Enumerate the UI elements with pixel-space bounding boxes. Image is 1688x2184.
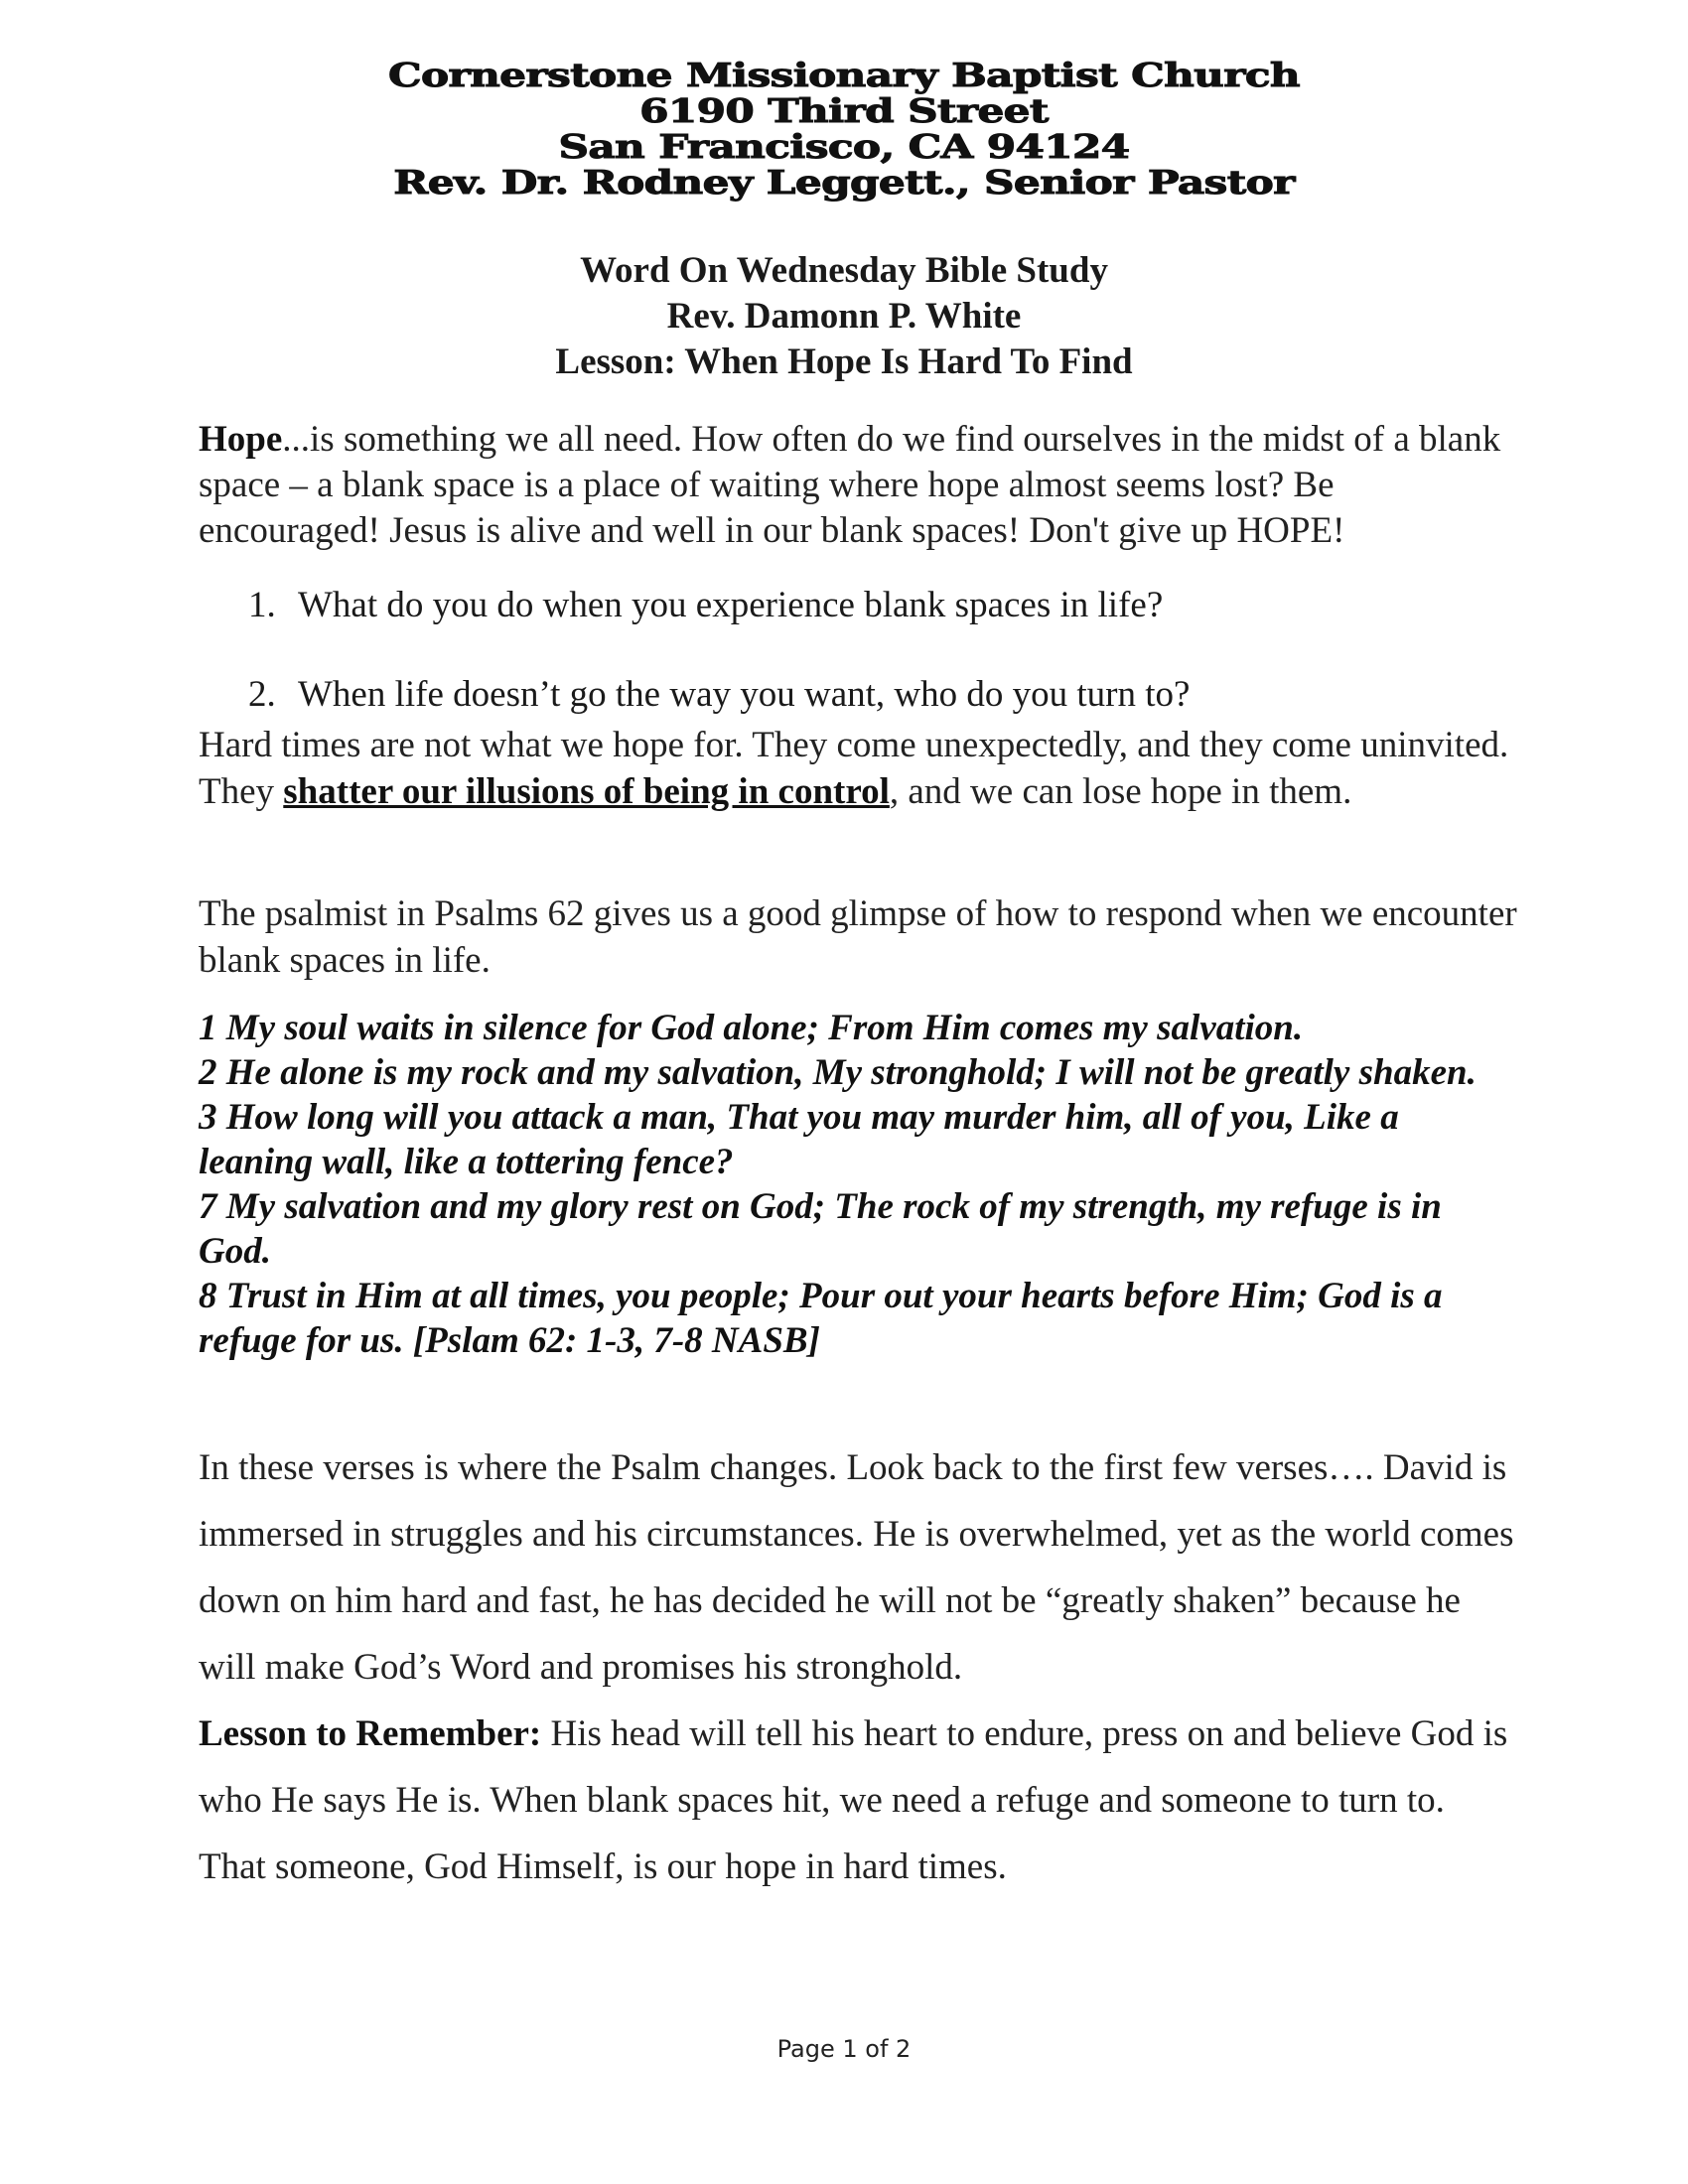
lesson-text: His head will tell his heart to endure, press on and believe God is who He says He is. When blank spaces hit, we need a refuge and someone to turn to. That someone, God Himself, is our hope in hard times.: [199, 1713, 1508, 1887]
intro-text: ...is something we all need. How often do we find ourselves in the midst of a blank space – a blank space is a place of waiting where hope almost seems lost? Be encouraged! Jesus is alive and well in our blank spaces! Don't give up HOPE!: [199, 419, 1501, 551]
lesson-label: Lesson to Remember:: [199, 1713, 542, 1754]
lesson-to-remember: [199, 1701, 1519, 1900]
hard-times-paragraph: [199, 722, 1519, 815]
study-header: [0, 248, 1688, 385]
question-number: 2.: [248, 674, 276, 715]
psalmist-paragraph: The psalmist in Psalms 62 gives us a good glimpse of how to respond when we encounter blank spaces in life.: [199, 893, 1517, 981]
intro-paragraph: [199, 417, 1519, 554]
senior-pastor: Rev. Dr. Rodney Leggett., Senior Pastor: [393, 163, 1295, 202]
question-text: What do you do when you experience blank spaces in life?: [298, 585, 1164, 625]
hard-times-emphasis: shatter our illusions of being in control: [283, 771, 890, 812]
study-teacher: Rev. Damonn P. White: [666, 296, 1022, 337]
list-item: [248, 583, 1519, 628]
lesson-title: Lesson: When Hope Is Hard To Find: [555, 341, 1133, 382]
letterhead: [0, 58, 1688, 201]
church-city: San Francisco, CA 94124: [558, 127, 1130, 166]
question-number: 1.: [248, 585, 276, 625]
church-name: Cornerstone Missionary Baptist Church: [387, 56, 1300, 94]
question-text: When life doesn’t go the way you want, who do you turn to?: [298, 674, 1191, 715]
church-street: 6190 Third Street: [639, 91, 1049, 130]
hard-times-before: Hard times are not what we hope for. They come unexpectedly, and they come uninvited. They: [199, 725, 1509, 812]
scripture-verses: [199, 1006, 1519, 1363]
reflection-paragraph: In these verses is where the Psalm changes. Look back to the first few verses…. David is immersed in struggles and his circumstances. He is overwhelmed, yet as the world comes down on him hard and fast, he has decided he will not be “greatly shaken” because he will make God’s Word and promises his stronghold.: [199, 1447, 1514, 1688]
verse: 7 My salvation and my glory rest on God; The rock of my strength, my refuge is in God.: [199, 1186, 1442, 1272]
verse: 3 How long will you attack a man, That you may murder him, all of you, Like a leaning wall, like a tottering fence?: [199, 1097, 1399, 1182]
verse: 2 He alone is my rock and my salvation, My stronghold; I will not be greatly shaken.: [199, 1052, 1477, 1093]
hard-times-after: , and we can lose hope in them.: [889, 771, 1352, 812]
page-number: Page 1 of 2: [776, 2035, 912, 2063]
intro-lead-word: Hope: [199, 419, 283, 460]
study-title: Word On Wednesday Bible Study: [580, 250, 1108, 291]
verse: 8 Trust in Him at all times, you people; Pour out your hearts before Him; God is a refuge for us. [Pslam 62: 1-3, 7-8 NASB]: [199, 1276, 1443, 1361]
list-item: [248, 672, 1519, 718]
verse: 1 My soul waits in silence for God alone; From Him comes my salvation.: [199, 1008, 1304, 1048]
